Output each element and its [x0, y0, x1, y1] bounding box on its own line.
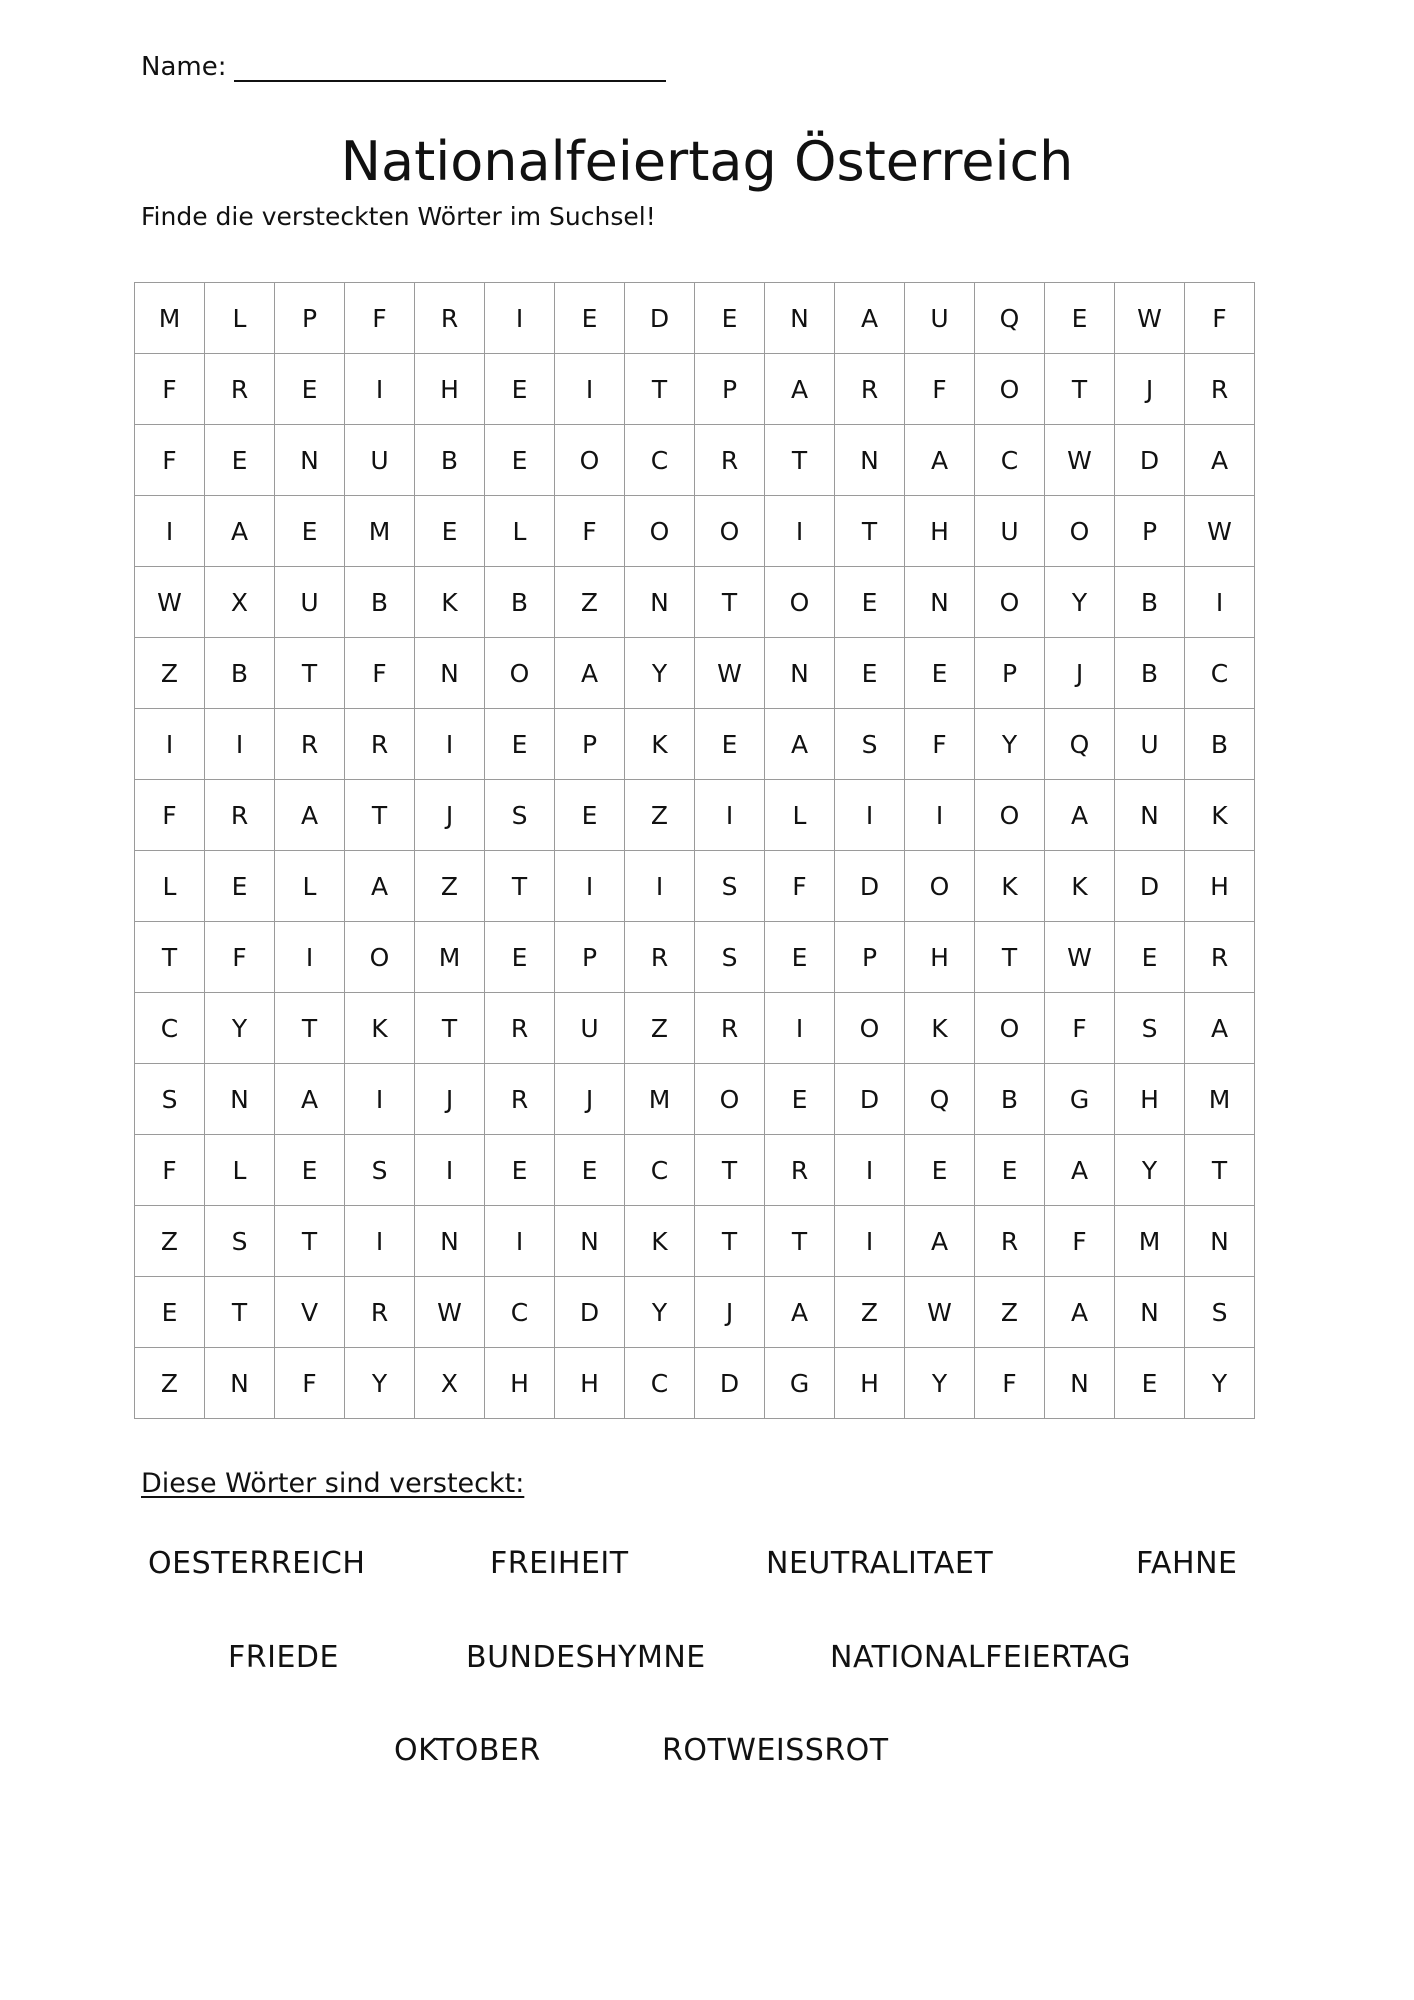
grid-cell[interactable]: N: [205, 1064, 275, 1135]
grid-cell[interactable]: Y: [205, 993, 275, 1064]
grid-cell[interactable]: N: [1185, 1206, 1255, 1277]
grid-cell[interactable]: B: [485, 567, 555, 638]
grid-cell[interactable]: N: [205, 1348, 275, 1419]
grid-cell[interactable]: G: [765, 1348, 835, 1419]
word-search-grid: [134, 282, 1255, 1419]
grid-cell[interactable]: O: [835, 993, 905, 1064]
grid-cell[interactable]: P: [975, 638, 1045, 709]
grid-cell[interactable]: O: [695, 1064, 765, 1135]
grid-cell[interactable]: C: [625, 425, 695, 496]
word-list-item: OESTERREICH: [148, 1546, 366, 1581]
grid-cell[interactable]: T: [205, 1277, 275, 1348]
grid-cell[interactable]: N: [765, 283, 835, 354]
grid-cell[interactable]: Y: [345, 1348, 415, 1419]
grid-cell[interactable]: Y: [1185, 1348, 1255, 1419]
grid-cell[interactable]: I: [275, 922, 345, 993]
grid-cell[interactable]: J: [555, 1064, 625, 1135]
grid-cell[interactable]: E: [1115, 1348, 1185, 1419]
grid-cell[interactable]: R: [205, 354, 275, 425]
grid-cell[interactable]: O: [695, 496, 765, 567]
grid-cell[interactable]: E: [835, 567, 905, 638]
grid-cell[interactable]: Z: [135, 638, 205, 709]
grid-cell[interactable]: I: [345, 1206, 415, 1277]
grid-cell[interactable]: J: [415, 780, 485, 851]
grid-cell[interactable]: A: [205, 496, 275, 567]
grid-cell[interactable]: T: [695, 567, 765, 638]
grid-cell[interactable]: Z: [625, 993, 695, 1064]
grid-cell[interactable]: L: [275, 851, 345, 922]
grid-cell[interactable]: N: [765, 638, 835, 709]
grid-cell[interactable]: Y: [625, 1277, 695, 1348]
grid-cell[interactable]: K: [345, 993, 415, 1064]
grid-cell[interactable]: D: [835, 851, 905, 922]
grid-cell[interactable]: E: [275, 496, 345, 567]
grid-cell[interactable]: C: [625, 1135, 695, 1206]
grid-cell[interactable]: F: [1045, 993, 1115, 1064]
grid-cell[interactable]: O: [765, 567, 835, 638]
grid-cell[interactable]: N: [1115, 1277, 1185, 1348]
grid-cell[interactable]: E: [555, 1135, 625, 1206]
grid-cell[interactable]: I: [765, 993, 835, 1064]
grid-cell[interactable]: E: [275, 1135, 345, 1206]
grid-cell[interactable]: N: [415, 1206, 485, 1277]
grid-cell[interactable]: W: [1115, 283, 1185, 354]
grid-row: [135, 1348, 1255, 1419]
grid-cell[interactable]: S: [135, 1064, 205, 1135]
grid-cell[interactable]: F: [135, 354, 205, 425]
grid-cell[interactable]: I: [905, 780, 975, 851]
grid-cell[interactable]: R: [205, 780, 275, 851]
grid-cell[interactable]: I: [485, 283, 555, 354]
grid-cell[interactable]: L: [205, 283, 275, 354]
grid-cell[interactable]: F: [135, 425, 205, 496]
grid-cell[interactable]: I: [345, 1064, 415, 1135]
grid-cell[interactable]: F: [555, 496, 625, 567]
grid-cell[interactable]: A: [1045, 1277, 1115, 1348]
grid-cell[interactable]: P: [695, 354, 765, 425]
grid-cell[interactable]: I: [415, 1135, 485, 1206]
grid-cell[interactable]: B: [345, 567, 415, 638]
grid-cell[interactable]: Y: [975, 709, 1045, 780]
grid-cell[interactable]: E: [555, 283, 625, 354]
grid-cell[interactable]: H: [905, 922, 975, 993]
grid-row: [135, 567, 1255, 638]
grid-cell[interactable]: A: [1045, 1135, 1115, 1206]
grid-cell[interactable]: B: [205, 638, 275, 709]
grid-cell[interactable]: O: [345, 922, 415, 993]
grid-cell[interactable]: F: [275, 1348, 345, 1419]
grid-cell[interactable]: I: [765, 496, 835, 567]
grid-cell[interactable]: N: [835, 425, 905, 496]
grid-cell[interactable]: F: [905, 709, 975, 780]
grid-cell[interactable]: W: [1185, 496, 1255, 567]
grid-row: [135, 638, 1255, 709]
grid-cell[interactable]: C: [1185, 638, 1255, 709]
grid-cell[interactable]: E: [485, 354, 555, 425]
grid-cell[interactable]: H: [1185, 851, 1255, 922]
grid-cell[interactable]: F: [905, 354, 975, 425]
grid-cell[interactable]: R: [1185, 922, 1255, 993]
grid-cell[interactable]: N: [415, 638, 485, 709]
grid-cell[interactable]: R: [345, 709, 415, 780]
grid-cell[interactable]: A: [835, 283, 905, 354]
grid-cell[interactable]: R: [835, 354, 905, 425]
grid-cell[interactable]: Z: [135, 1206, 205, 1277]
grid-row: [135, 851, 1255, 922]
grid-cell[interactable]: I: [485, 1206, 555, 1277]
grid-cell[interactable]: N: [275, 425, 345, 496]
grid-cell[interactable]: T: [275, 638, 345, 709]
grid-cell[interactable]: C: [485, 1277, 555, 1348]
grid-cell[interactable]: A: [765, 1277, 835, 1348]
grid-cell[interactable]: V: [275, 1277, 345, 1348]
grid-cell[interactable]: E: [205, 425, 275, 496]
grid-cell[interactable]: G: [1045, 1064, 1115, 1135]
grid-cell[interactable]: Q: [975, 283, 1045, 354]
grid-cell[interactable]: T: [695, 1135, 765, 1206]
grid-cell[interactable]: R: [695, 993, 765, 1064]
grid-cell[interactable]: C: [975, 425, 1045, 496]
grid-cell[interactable]: S: [1185, 1277, 1255, 1348]
grid-cell[interactable]: P: [1115, 496, 1185, 567]
grid-cell[interactable]: D: [625, 283, 695, 354]
grid-cell[interactable]: W: [695, 638, 765, 709]
grid-cell[interactable]: Q: [905, 1064, 975, 1135]
grid-cell[interactable]: E: [905, 638, 975, 709]
grid-row: [135, 1206, 1255, 1277]
grid-cell[interactable]: N: [555, 1206, 625, 1277]
grid-row: [135, 780, 1255, 851]
grid-row: [135, 354, 1255, 425]
grid-cell[interactable]: E: [555, 780, 625, 851]
grid-cell[interactable]: M: [345, 496, 415, 567]
grid-cell[interactable]: J: [1115, 354, 1185, 425]
grid-cell[interactable]: I: [135, 709, 205, 780]
grid-cell[interactable]: Z: [625, 780, 695, 851]
page-title: Nationalfeiertag Österreich: [340, 130, 1074, 193]
grid-cell[interactable]: E: [835, 638, 905, 709]
grid-cell[interactable]: D: [1115, 425, 1185, 496]
grid-cell[interactable]: Y: [625, 638, 695, 709]
grid-cell[interactable]: Z: [835, 1277, 905, 1348]
grid-cell[interactable]: O: [485, 638, 555, 709]
grid-row: [135, 425, 1255, 496]
grid-cell[interactable]: T: [135, 922, 205, 993]
grid-cell[interactable]: L: [135, 851, 205, 922]
grid-cell[interactable]: E: [905, 1135, 975, 1206]
grid-cell[interactable]: I: [135, 496, 205, 567]
grid-cell[interactable]: P: [835, 922, 905, 993]
grid-cell[interactable]: E: [485, 922, 555, 993]
grid-row: [135, 283, 1255, 354]
grid-row: [135, 1064, 1255, 1135]
grid-cell[interactable]: F: [135, 780, 205, 851]
grid-cell[interactable]: U: [555, 993, 625, 1064]
grid-cell[interactable]: P: [555, 709, 625, 780]
grid-cell[interactable]: R: [1185, 354, 1255, 425]
grid-cell[interactable]: J: [415, 1064, 485, 1135]
word-list-item: FREIHEIT: [490, 1546, 629, 1581]
word-list-item: NATIONALFEIERTAG: [830, 1640, 1132, 1675]
grid-cell[interactable]: F: [135, 1135, 205, 1206]
grid-cell[interactable]: M: [415, 922, 485, 993]
grid-cell[interactable]: E: [485, 425, 555, 496]
grid-cell[interactable]: E: [485, 1135, 555, 1206]
grid-cell[interactable]: D: [835, 1064, 905, 1135]
grid-cell[interactable]: K: [905, 993, 975, 1064]
grid-cell[interactable]: X: [415, 1348, 485, 1419]
grid-cell[interactable]: S: [205, 1206, 275, 1277]
grid-cell[interactable]: M: [1115, 1206, 1185, 1277]
grid-cell[interactable]: R: [415, 283, 485, 354]
grid-cell[interactable]: S: [695, 851, 765, 922]
grid-cell[interactable]: W: [1045, 922, 1115, 993]
grid-cell[interactable]: I: [835, 780, 905, 851]
grid-cell[interactable]: I: [625, 851, 695, 922]
grid-cell[interactable]: W: [1045, 425, 1115, 496]
grid-cell[interactable]: F: [345, 283, 415, 354]
word-list-item: BUNDESHYMNE: [466, 1640, 706, 1675]
grid-cell[interactable]: T: [765, 425, 835, 496]
grid-cell[interactable]: T: [485, 851, 555, 922]
grid-cell[interactable]: E: [695, 709, 765, 780]
grid-row: [135, 709, 1255, 780]
grid-cell[interactable]: N: [625, 567, 695, 638]
grid-cell[interactable]: P: [555, 922, 625, 993]
grid-cell[interactable]: R: [275, 709, 345, 780]
grid-cell[interactable]: O: [975, 993, 1045, 1064]
words-heading: Diese Wörter sind versteckt:: [141, 1468, 525, 1499]
grid-cell[interactable]: A: [905, 425, 975, 496]
grid-cell[interactable]: I: [695, 780, 765, 851]
grid-cell[interactable]: K: [625, 709, 695, 780]
grid-cell[interactable]: A: [765, 709, 835, 780]
grid-cell[interactable]: K: [625, 1206, 695, 1277]
grid-cell[interactable]: E: [135, 1277, 205, 1348]
grid-cell[interactable]: Z: [975, 1277, 1045, 1348]
grid-cell[interactable]: T: [415, 993, 485, 1064]
grid-cell[interactable]: T: [345, 780, 415, 851]
name-label: Name:: [141, 52, 227, 82]
grid-cell[interactable]: R: [765, 1135, 835, 1206]
grid-cell[interactable]: N: [1115, 780, 1185, 851]
grid-row: [135, 1277, 1255, 1348]
grid-cell[interactable]: D: [555, 1277, 625, 1348]
grid-cell[interactable]: F: [975, 1348, 1045, 1419]
grid-cell[interactable]: T: [835, 496, 905, 567]
word-list-item: OKTOBER: [394, 1733, 541, 1768]
grid-cell[interactable]: R: [975, 1206, 1045, 1277]
grid-cell[interactable]: U: [1115, 709, 1185, 780]
grid-cell[interactable]: B: [1115, 567, 1185, 638]
grid-cell[interactable]: A: [905, 1206, 975, 1277]
grid-cell[interactable]: I: [1185, 567, 1255, 638]
grid-cell[interactable]: T: [625, 354, 695, 425]
grid-cell[interactable]: E: [975, 1135, 1045, 1206]
grid-row: [135, 496, 1255, 567]
grid-cell[interactable]: L: [205, 1135, 275, 1206]
grid-cell[interactable]: T: [1045, 354, 1115, 425]
grid-cell[interactable]: I: [835, 1135, 905, 1206]
grid-cell[interactable]: E: [695, 283, 765, 354]
grid-cell[interactable]: A: [345, 851, 415, 922]
grid-cell[interactable]: Q: [1045, 709, 1115, 780]
grid-cell[interactable]: A: [765, 354, 835, 425]
name-blank-line[interactable]: [234, 54, 666, 82]
grid-cell[interactable]: I: [835, 1206, 905, 1277]
grid-cell[interactable]: O: [975, 780, 1045, 851]
grid-cell[interactable]: T: [695, 1206, 765, 1277]
grid-cell[interactable]: M: [1185, 1064, 1255, 1135]
grid-cell[interactable]: F: [1045, 1206, 1115, 1277]
grid-cell[interactable]: A: [1185, 425, 1255, 496]
grid-cell[interactable]: H: [835, 1348, 905, 1419]
grid-cell[interactable]: Z: [415, 851, 485, 922]
name-field: [141, 52, 666, 82]
grid-cell[interactable]: H: [555, 1348, 625, 1419]
grid-cell[interactable]: H: [415, 354, 485, 425]
grid-cell[interactable]: R: [485, 1064, 555, 1135]
grid-cell[interactable]: K: [1185, 780, 1255, 851]
grid-cell[interactable]: M: [625, 1064, 695, 1135]
grid-cell[interactable]: D: [695, 1348, 765, 1419]
grid-cell[interactable]: B: [1115, 638, 1185, 709]
grid-cell[interactable]: N: [1045, 1348, 1115, 1419]
grid-cell[interactable]: E: [1115, 922, 1185, 993]
grid-cell[interactable]: W: [905, 1277, 975, 1348]
grid-cell[interactable]: E: [1045, 283, 1115, 354]
grid-cell[interactable]: W: [135, 567, 205, 638]
grid-cell[interactable]: Y: [905, 1348, 975, 1419]
grid-cell[interactable]: T: [275, 1206, 345, 1277]
grid-cell[interactable]: B: [1185, 709, 1255, 780]
grid-cell[interactable]: X: [205, 567, 275, 638]
grid-cell[interactable]: O: [1045, 496, 1115, 567]
grid-cell[interactable]: S: [485, 780, 555, 851]
grid-cell[interactable]: O: [975, 567, 1045, 638]
grid-cell[interactable]: F: [345, 638, 415, 709]
grid-cell[interactable]: Z: [135, 1348, 205, 1419]
grid-cell[interactable]: F: [1185, 283, 1255, 354]
word-list-item: NEUTRALITAET: [766, 1546, 994, 1581]
grid-cell[interactable]: E: [205, 851, 275, 922]
grid-cell[interactable]: I: [205, 709, 275, 780]
grid-cell[interactable]: H: [1115, 1064, 1185, 1135]
grid-cell[interactable]: P: [275, 283, 345, 354]
grid-cell[interactable]: R: [485, 993, 555, 1064]
grid-cell[interactable]: Y: [1045, 567, 1115, 638]
grid-cell[interactable]: D: [1115, 851, 1185, 922]
word-list-item: ROTWEISSROT: [662, 1733, 889, 1768]
grid-cell[interactable]: A: [1185, 993, 1255, 1064]
grid-cell[interactable]: O: [625, 496, 695, 567]
grid-cell[interactable]: O: [555, 425, 625, 496]
grid-cell[interactable]: O: [975, 354, 1045, 425]
grid-cell[interactable]: B: [415, 425, 485, 496]
grid-cell[interactable]: F: [765, 851, 835, 922]
grid-cell[interactable]: H: [485, 1348, 555, 1419]
grid-cell[interactable]: E: [275, 354, 345, 425]
grid-cell[interactable]: C: [135, 993, 205, 1064]
grid-cell[interactable]: I: [345, 354, 415, 425]
grid-cell[interactable]: U: [975, 496, 1045, 567]
grid-cell[interactable]: L: [485, 496, 555, 567]
grid-cell[interactable]: M: [135, 283, 205, 354]
grid-cell[interactable]: R: [345, 1277, 415, 1348]
grid-cell[interactable]: U: [905, 283, 975, 354]
grid-cell[interactable]: E: [765, 1064, 835, 1135]
grid-cell[interactable]: A: [275, 780, 345, 851]
grid-cell[interactable]: U: [275, 567, 345, 638]
word-list-item: FAHNE: [1136, 1546, 1238, 1581]
grid-cell[interactable]: C: [625, 1348, 695, 1419]
grid-cell[interactable]: I: [415, 709, 485, 780]
grid-cell[interactable]: S: [1115, 993, 1185, 1064]
grid-cell[interactable]: R: [695, 425, 765, 496]
grid-cell[interactable]: O: [905, 851, 975, 922]
grid-cell[interactable]: R: [625, 922, 695, 993]
grid-cell[interactable]: L: [765, 780, 835, 851]
grid-cell[interactable]: T: [1185, 1135, 1255, 1206]
grid-cell[interactable]: K: [415, 567, 485, 638]
grid-cell[interactable]: H: [905, 496, 975, 567]
grid-cell[interactable]: J: [1045, 638, 1115, 709]
grid-cell[interactable]: Z: [555, 567, 625, 638]
grid-cell[interactable]: E: [765, 922, 835, 993]
grid-cell[interactable]: K: [975, 851, 1045, 922]
grid-cell[interactable]: B: [975, 1064, 1045, 1135]
grid-cell[interactable]: W: [415, 1277, 485, 1348]
grid-cell[interactable]: K: [1045, 851, 1115, 922]
grid-cell[interactable]: S: [345, 1135, 415, 1206]
grid-cell[interactable]: S: [835, 709, 905, 780]
grid-cell[interactable]: E: [415, 496, 485, 567]
grid-row: [135, 1135, 1255, 1206]
instructions: Finde die versteckten Wörter im Suchsel!: [141, 202, 656, 231]
grid-cell[interactable]: S: [695, 922, 765, 993]
grid-cell[interactable]: N: [905, 567, 975, 638]
grid-cell[interactable]: T: [765, 1206, 835, 1277]
grid-cell[interactable]: A: [555, 638, 625, 709]
grid-cell[interactable]: U: [345, 425, 415, 496]
grid-cell[interactable]: T: [975, 922, 1045, 993]
grid-cell[interactable]: T: [275, 993, 345, 1064]
grid-cell[interactable]: A: [1045, 780, 1115, 851]
grid-row: [135, 922, 1255, 993]
grid-cell[interactable]: I: [555, 851, 625, 922]
grid-cell[interactable]: J: [695, 1277, 765, 1348]
grid-cell[interactable]: A: [275, 1064, 345, 1135]
grid-cell[interactable]: Y: [1115, 1135, 1185, 1206]
grid-cell[interactable]: F: [205, 922, 275, 993]
grid-row: [135, 993, 1255, 1064]
word-list-item: FRIEDE: [228, 1640, 339, 1675]
grid-cell[interactable]: E: [485, 709, 555, 780]
grid-cell[interactable]: I: [555, 354, 625, 425]
